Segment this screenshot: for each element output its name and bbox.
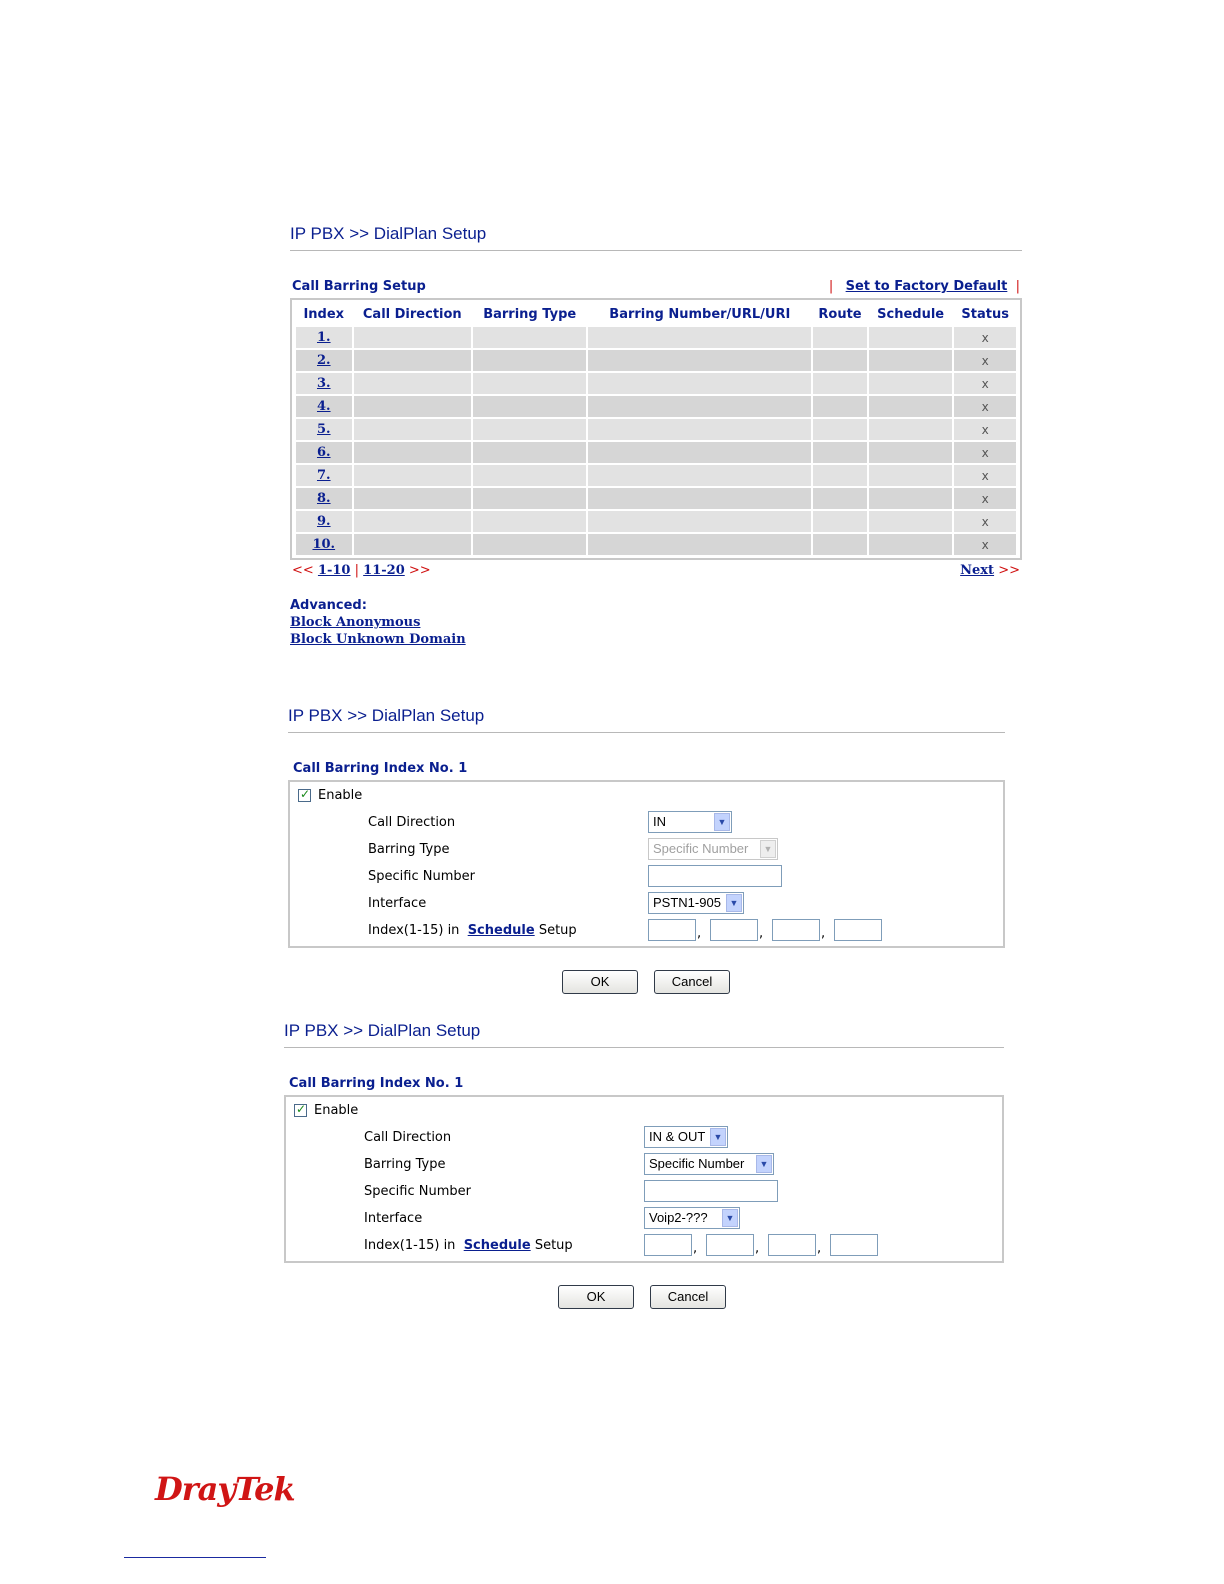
cell-route bbox=[813, 419, 867, 440]
enable-row bbox=[286, 1097, 1002, 1124]
cell-status: x bbox=[954, 511, 1016, 532]
page-title: IP PBX >> DialPlan Setup bbox=[290, 224, 487, 243]
specific-number-label: Specific Number bbox=[368, 869, 475, 884]
cell-barring-number bbox=[588, 327, 811, 348]
table-row bbox=[296, 350, 1016, 371]
cell-route bbox=[813, 350, 867, 371]
schedule-index-input-3[interactable] bbox=[768, 1234, 816, 1256]
table-row bbox=[296, 534, 1016, 555]
interface-value: Voip2-??? bbox=[649, 1210, 708, 1225]
call-barring-index-panel-in-out bbox=[284, 1019, 1004, 1309]
call-barring-index-panel-in bbox=[288, 704, 1005, 994]
call-barring-setup-panel bbox=[290, 222, 1022, 648]
table-row bbox=[296, 419, 1016, 440]
pager-next-arrows: >> bbox=[408, 563, 431, 578]
setup-label: Setup bbox=[538, 923, 577, 938]
cell-route bbox=[813, 511, 867, 532]
pager-prev-arrows: << bbox=[292, 563, 314, 578]
enable-label: Enable bbox=[318, 788, 363, 803]
barring-type-value: Specific Number bbox=[653, 841, 749, 856]
index-link[interactable]: 10. bbox=[312, 537, 336, 552]
schedule-index-input-1[interactable] bbox=[648, 919, 696, 941]
cell-schedule bbox=[869, 327, 953, 348]
cell-barring-type bbox=[473, 534, 586, 555]
cell-schedule bbox=[869, 442, 953, 463]
call-direction-value: IN & OUT bbox=[649, 1129, 706, 1144]
cell-route bbox=[813, 442, 867, 463]
block-unknown-domain-link[interactable]: Block Unknown Domain bbox=[290, 632, 466, 647]
section-title: Call Barring Setup bbox=[292, 279, 426, 294]
title-divider bbox=[284, 1047, 1004, 1048]
cell-route bbox=[813, 534, 867, 555]
pager-separator: | bbox=[354, 563, 360, 578]
cell-status: x bbox=[954, 419, 1016, 440]
index-link[interactable]: 9. bbox=[316, 514, 331, 529]
footer-divider bbox=[124, 1557, 266, 1558]
cell-barring-type bbox=[473, 488, 586, 509]
cell-status: x bbox=[954, 534, 1016, 555]
cell-status: x bbox=[954, 465, 1016, 486]
table-row bbox=[296, 442, 1016, 463]
ok-button[interactable]: OK bbox=[558, 1285, 634, 1309]
cell-barring-number bbox=[588, 350, 811, 371]
setup-label: Setup bbox=[534, 1238, 573, 1253]
separator: | bbox=[1015, 279, 1020, 294]
cell-barring-type bbox=[473, 511, 586, 532]
advanced-section bbox=[290, 597, 1022, 648]
cell-barring-number bbox=[588, 488, 811, 509]
chevron-down-icon: ▼ bbox=[760, 840, 776, 858]
cell-status: x bbox=[954, 327, 1016, 348]
cell-barring-number bbox=[588, 442, 811, 463]
call-direction-label: Call Direction bbox=[368, 815, 456, 830]
section-title: Call Barring Index No. 1 bbox=[293, 761, 468, 776]
cell-barring-number bbox=[588, 396, 811, 417]
barring-form: ✓ Enable Call Direction IN ▼ Barring Type Specific Number ▼ Specific Number Interface PSTN1-905 ▼ Index(1-15) in Schedule Setup , , , bbox=[288, 780, 1005, 948]
table-header-row bbox=[296, 303, 1016, 325]
cell-barring-type bbox=[473, 465, 586, 486]
barring-type-select bbox=[648, 838, 778, 860]
cell-barring-type bbox=[473, 327, 586, 348]
index-link[interactable]: 6. bbox=[316, 445, 331, 460]
cell-route bbox=[813, 465, 867, 486]
enable-label: Enable bbox=[314, 1103, 359, 1118]
cell-status: x bbox=[954, 373, 1016, 394]
cell-barring-type bbox=[473, 350, 586, 371]
index-link[interactable]: 7. bbox=[316, 468, 331, 483]
chevron-down-icon: ▼ bbox=[756, 1155, 772, 1173]
cell-call-direction bbox=[354, 373, 471, 394]
call-direction-value: IN bbox=[653, 814, 666, 829]
cell-call-direction bbox=[354, 534, 471, 555]
column-header-barring-type: Barring Type bbox=[483, 306, 577, 322]
cell-call-direction bbox=[354, 465, 471, 486]
barring-table-container bbox=[290, 298, 1022, 560]
chevron-down-icon: ▼ bbox=[714, 813, 730, 831]
cell-schedule bbox=[869, 396, 953, 417]
cell-barring-type bbox=[473, 373, 586, 394]
section-title: Call Barring Index No. 1 bbox=[289, 1076, 464, 1091]
column-header-barring-number: Barring Number/URL/URI bbox=[609, 306, 791, 322]
table-row bbox=[296, 511, 1016, 532]
cell-call-direction bbox=[354, 327, 471, 348]
column-header-status: Status bbox=[961, 306, 1009, 322]
cell-status: x bbox=[954, 350, 1016, 371]
block-anonymous-link[interactable]: Block Anonymous bbox=[290, 615, 421, 630]
column-header-index: Index bbox=[303, 306, 345, 322]
cell-barring-number bbox=[588, 419, 811, 440]
table-row bbox=[296, 488, 1016, 509]
cell-status: x bbox=[954, 442, 1016, 463]
chevron-down-icon: ▼ bbox=[722, 1209, 738, 1227]
call-direction-label: Call Direction bbox=[364, 1130, 452, 1145]
cell-barring-number bbox=[588, 465, 811, 486]
barring-form: ✓ Enable Call Direction IN & OUT ▼ Barring Type Specific Number ▼ Specific Number Interface Voip2-??? ▼ Index(1-15) in Schedule Setup , , , bbox=[284, 1095, 1004, 1263]
next-page-link[interactable]: Next bbox=[960, 563, 995, 578]
index-link[interactable]: 3. bbox=[316, 376, 331, 391]
page-title: IP PBX >> DialPlan Setup bbox=[284, 1021, 481, 1040]
cell-status: x bbox=[954, 488, 1016, 509]
checkbox-checked-icon[interactable] bbox=[294, 1104, 307, 1117]
cell-schedule bbox=[869, 350, 953, 371]
interface-select[interactable] bbox=[648, 892, 744, 914]
factory-default-area bbox=[829, 279, 1020, 294]
specific-number-input[interactable] bbox=[648, 865, 782, 887]
barring-type-label: Barring Type bbox=[368, 842, 450, 857]
page-title: IP PBX >> DialPlan Setup bbox=[288, 706, 485, 725]
title-divider bbox=[288, 732, 1005, 733]
ok-button[interactable]: OK bbox=[562, 970, 638, 994]
draytek-logo: DrayTek bbox=[155, 1470, 295, 1508]
cell-schedule bbox=[869, 419, 953, 440]
barring-table bbox=[294, 301, 1018, 557]
index-link[interactable]: 5. bbox=[316, 422, 331, 437]
cell-call-direction bbox=[354, 442, 471, 463]
interface-label: Interface bbox=[364, 1211, 423, 1226]
page-link-11-20[interactable]: 11-20 bbox=[363, 563, 405, 578]
pager bbox=[290, 563, 1022, 581]
advanced-title: Advanced: bbox=[290, 598, 367, 613]
separator: | bbox=[828, 279, 834, 294]
call-direction-select[interactable] bbox=[648, 811, 732, 833]
cell-schedule bbox=[869, 465, 953, 486]
cell-barring-number bbox=[588, 534, 811, 555]
cell-status: x bbox=[954, 396, 1016, 417]
cancel-button[interactable]: Cancel bbox=[654, 970, 730, 994]
index-link[interactable]: 8. bbox=[316, 491, 331, 506]
cell-schedule bbox=[869, 511, 953, 532]
cell-route bbox=[813, 327, 867, 348]
cell-route bbox=[813, 488, 867, 509]
cell-call-direction bbox=[354, 396, 471, 417]
title-divider bbox=[290, 250, 1022, 251]
schedule-index-input-2[interactable] bbox=[710, 919, 758, 941]
cell-call-direction bbox=[354, 511, 471, 532]
set-factory-default-link[interactable]: Set to Factory Default bbox=[845, 279, 1008, 294]
cell-barring-type bbox=[473, 419, 586, 440]
column-header-call-direction: Call Direction bbox=[362, 306, 462, 322]
interface-value: PSTN1-905 bbox=[653, 895, 721, 910]
index-link[interactable]: 1. bbox=[316, 330, 331, 345]
schedule-index-input-2[interactable] bbox=[706, 1234, 754, 1256]
specific-number-input[interactable] bbox=[644, 1180, 778, 1202]
cell-barring-number bbox=[588, 373, 811, 394]
call-direction-select[interactable] bbox=[644, 1126, 728, 1148]
schedule-link[interactable]: Schedule bbox=[467, 923, 535, 938]
barring-type-label: Barring Type bbox=[364, 1157, 446, 1172]
cell-route bbox=[813, 396, 867, 417]
schedule-index-input-4[interactable] bbox=[834, 919, 882, 941]
index-label: Index(1-15) in bbox=[368, 923, 460, 938]
cell-schedule bbox=[869, 373, 953, 394]
cell-route bbox=[813, 373, 867, 394]
interface-select[interactable] bbox=[644, 1207, 740, 1229]
index-label: Index(1-15) in bbox=[364, 1238, 456, 1253]
table-row bbox=[296, 373, 1016, 394]
barring-type-select[interactable] bbox=[644, 1153, 774, 1175]
index-link[interactable]: 4. bbox=[316, 399, 331, 414]
schedule-index-input-4[interactable] bbox=[830, 1234, 878, 1256]
cell-barring-type bbox=[473, 442, 586, 463]
cell-barring-number bbox=[588, 511, 811, 532]
checkbox-checked-icon[interactable] bbox=[298, 789, 311, 802]
chevron-down-icon: ▼ bbox=[726, 894, 742, 912]
table-row bbox=[296, 327, 1016, 348]
cell-call-direction bbox=[354, 350, 471, 371]
cell-schedule bbox=[869, 488, 953, 509]
table-row bbox=[296, 465, 1016, 486]
cell-call-direction bbox=[354, 419, 471, 440]
cell-schedule bbox=[869, 534, 953, 555]
page-link-1-10[interactable]: 1-10 bbox=[317, 563, 351, 578]
schedule-index-input-3[interactable] bbox=[772, 919, 820, 941]
column-header-schedule: Schedule bbox=[877, 306, 945, 322]
section-header-row bbox=[290, 279, 1022, 295]
table-row bbox=[296, 396, 1016, 417]
next-arrows: >> bbox=[998, 563, 1020, 578]
column-header-route: Route bbox=[818, 306, 862, 322]
specific-number-label: Specific Number bbox=[364, 1184, 471, 1199]
interface-label: Interface bbox=[368, 896, 427, 911]
cancel-button[interactable]: Cancel bbox=[650, 1285, 726, 1309]
enable-row bbox=[290, 782, 1003, 809]
schedule-link[interactable]: Schedule bbox=[463, 1238, 531, 1253]
index-link[interactable]: 2. bbox=[316, 353, 331, 368]
schedule-index-input-1[interactable] bbox=[644, 1234, 692, 1256]
cell-barring-type bbox=[473, 396, 586, 417]
barring-type-value: Specific Number bbox=[649, 1156, 745, 1171]
cell-call-direction bbox=[354, 488, 471, 509]
chevron-down-icon: ▼ bbox=[710, 1128, 726, 1146]
